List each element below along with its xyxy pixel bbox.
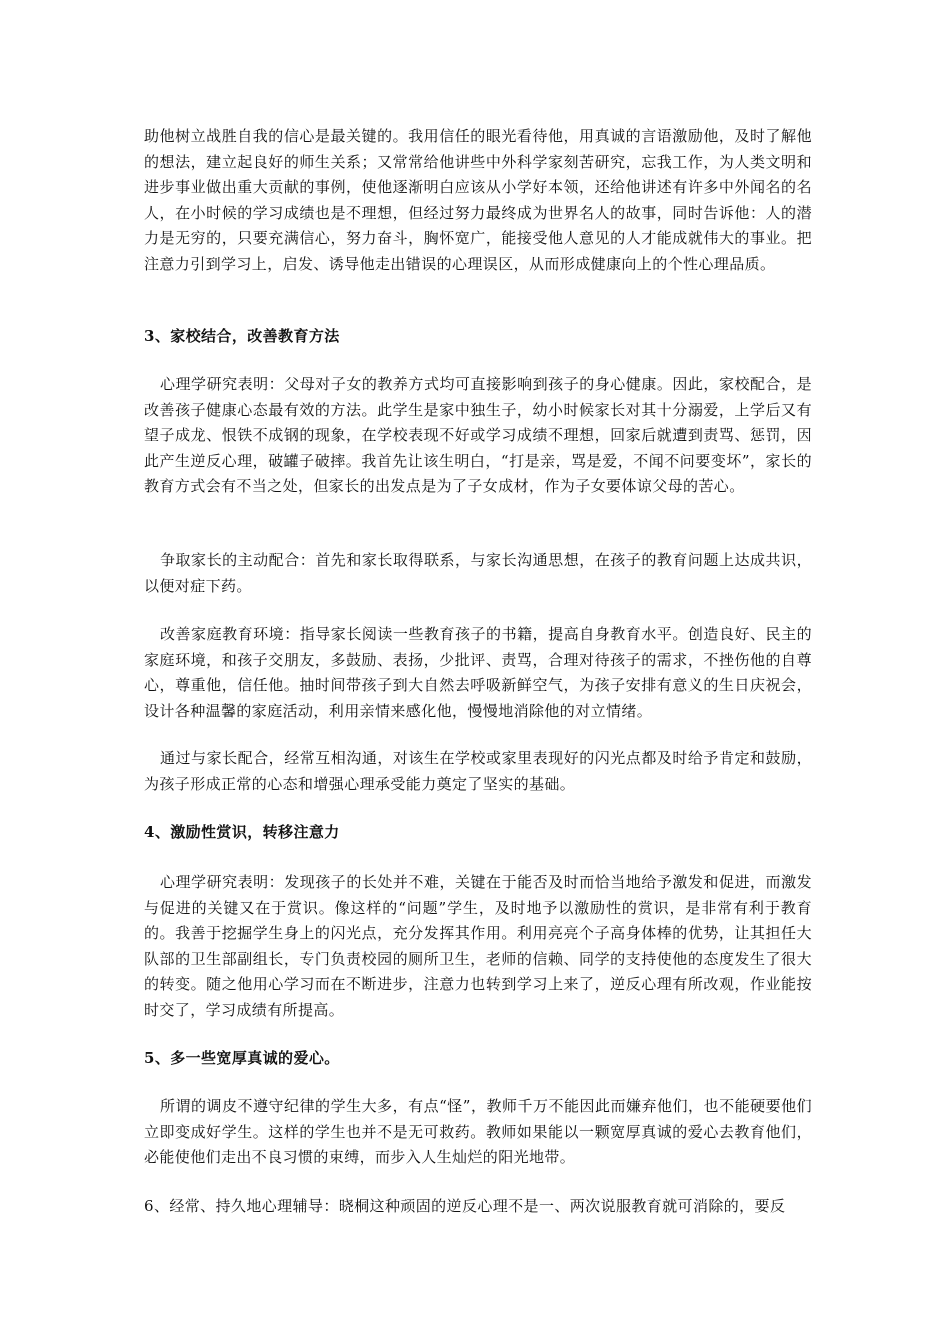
paragraph-intro-continued: 助他树立战胜自我的信心是最关键的。我用信任的眼光看待他，用真诚的言语激励他，及时了解他的想法，建立起良好的师生关系；又常常给他讲些中外科学家刻苦研究，忘我工作，为人类文明和进步事业做出重大贡献的事例，使他逐渐明白应该从小学好本领，还给他讲述有许多中外闻名的名人，在小时候的学习成绩也是不理想，但经过努力最终成为世界名人的故事，同时告诉他：人的潜力是无穷的，只要充满信心，努力奋斗，胸怀宽广，能接受他人意见的人才能成就伟大的事业。把注意力引到学习上，启发、诱导他走出错误的心理误区，从而形成健康向上的个性心理品质。 [144, 127, 812, 273]
paragraph-3-2: 争取家长的主动配合：首先和家长取得联系，与家长沟通思想，在孩子的教育问题上达成共识，以便对症下药。 [144, 551, 812, 595]
section-heading-5: 5、多一些宽厚真诚的爱心。 [144, 1049, 340, 1067]
section-heading-3: 3、家校结合，改善教育方法 [144, 327, 340, 345]
paragraph-3-4: 通过与家长配合，经常互相沟通，对该生在学校或家里表现好的闪光点都及时给予肯定和鼓励，为孩子形成正常的心态和增强心理承受能力奠定了坚实的基础。 [144, 749, 812, 793]
section-heading-4: 4、激励性赏识，转移注意力 [144, 823, 340, 841]
paragraph-6-start: 6、经常、持久地心理辅导：晓桐这种顽固的逆反心理不是一、两次说服教育就可消除的，要反 [144, 1197, 786, 1215]
paragraph-3-1: 心理学研究表明：父母对子女的教养方式均可直接影响到孩子的身心健康。因此，家校配合，是改善孩子健康心态最有效的方法。此学生是家中独生子，幼小时候家长对其十分溺爱，上学后又有望子成龙、恨铁不成钢的现象，在学校表现不好或学习成绩不理想，回家后就遭到责骂、惩罚，因此产生逆反心理，破罐子破摔。我首先让该生明白，“打是亲，骂是爱，不闻不问要变坏”，家长的教育方式会有不当之处，但家长的出发点是为了子女成材，作为子女要体谅父母的苦心。 [144, 375, 812, 495]
paragraph-3-3: 改善家庭教育环境：指导家长阅读一些教育孩子的书籍，提高自身教育水平。创造良好、民主的家庭环境，和孩子交朋友，多鼓励、表扬，少批评、责骂，合理对待孩子的需求，不挫伤他的自尊心，尊重他，信任他。抽时间带孩子到大自然去呼吸新鲜空气，为孩子安排有意义的生日庆祝会，设计各种温馨的家庭活动，利用亲情来感化他，慢慢地消除他的对立情绪。 [144, 625, 812, 720]
paragraph-5-1: 所谓的调皮不遵守纪律的学生大多，有点“怪”，教师千万不能因此而嫌弃他们，也不能硬要他们立即变成好学生。这样的学生也并不是无可救药。教师如果能以一颗宽厚真诚的爱心去教育他们，必能使他们走出不良习惯的束缚，而步入人生灿烂的阳光地带。 [144, 1097, 812, 1166]
paragraph-4-1: 心理学研究表明：发现孩子的长处并不难，关键在于能否及时而恰当地给予激发和促进，而激发与促进的关键又在于赏识。像这样的“问题”学生，及时地予以激励性的赏识，是非常有利于教育的。我善于挖掘学生身上的闪光点，充分发挥其作用。利用亮亮个子高身体棒的优势，让其担任大队部的卫生部副组长，专门负责校园的厕所卫生，老师的信赖、同学的支持使他的态度发生了很大的转变。随之他用心学习而在不断进步，注意力也转到学习上来了，逆反心理有所改观，作业能按时交了，学习成绩有所提高。 [144, 873, 812, 1019]
